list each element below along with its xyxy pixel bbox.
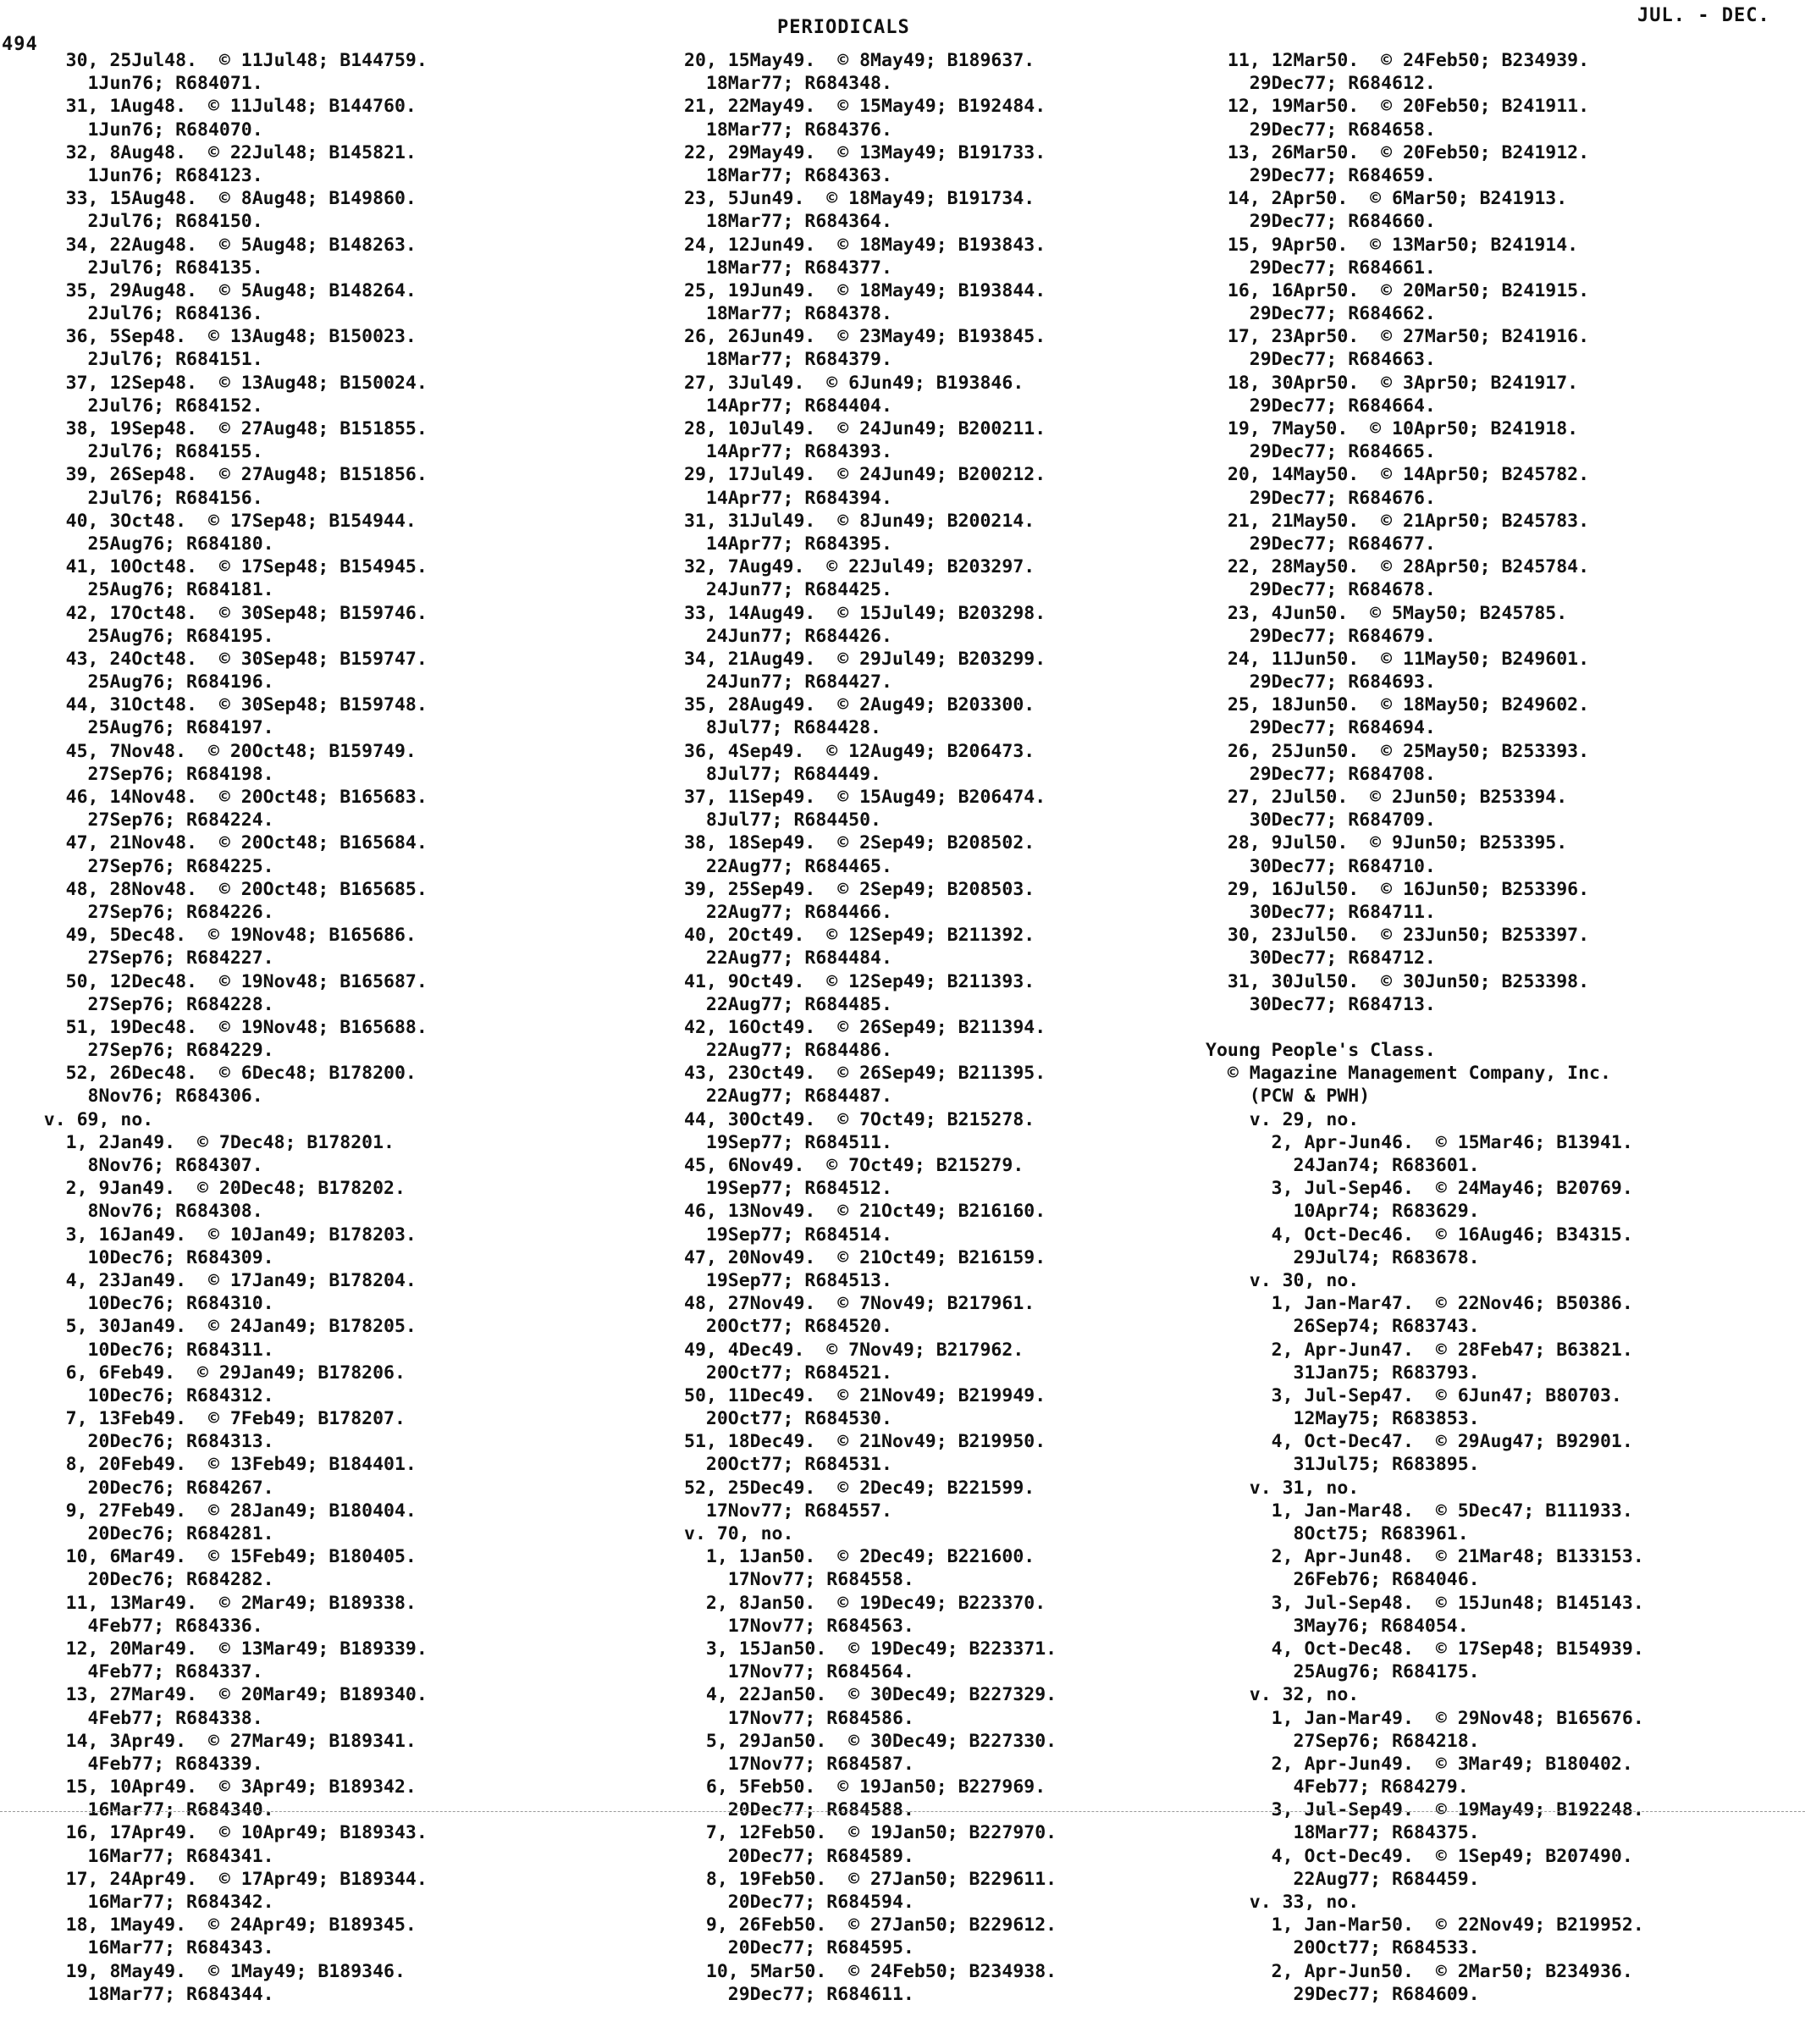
entry-line: 20, 15May49. © 8May49; B189637. [684,50,1035,71]
entry-line: 26Feb76; R684046. [1206,1569,1480,1591]
entry-line: 34, 22Aug48. © 5Aug48; B148263. [0,234,417,256]
entry-line: 27Sep76; R684198. [0,763,274,785]
entry-line: 25Aug76; R684197. [0,717,274,739]
entry-line: 2, 8Jan50. © 19Dec49; B223370. [684,1592,1046,1614]
entry-line: 16, 17Apr49. © 10Apr49; B189343. [0,1822,428,1844]
entry-line: 27Sep76; R684226. [0,901,274,923]
entry-line: 29Jul74; R683678. [1206,1246,1480,1268]
entry-line: 12May75; R683853. [1206,1408,1480,1430]
entry-line: 2Jul76; R684156. [0,487,263,509]
entry-line: 18Mar77; R684363. [684,164,892,186]
entry-line: 23, 4Jun50. © 5May50; B245785. [1206,602,1568,624]
entry-line: 4, Oct-Dec46. © 16Aug46; B34315. [1206,1224,1633,1246]
entry-line: 49, 4Dec49. © 7Nov49; B217962. [684,1339,1024,1361]
entry-line: 7, 13Feb49. © 7Feb49; B178207. [0,1408,406,1430]
entry-line: 3, Jul-Sep46. © 24May46; B20769. [1206,1178,1633,1200]
entry-line: 24, 11Jun50. © 11May50; B249601. [1206,648,1590,670]
entry-line: 1, 1Jan50. © 2Dec49; B221600. [684,1546,1035,1568]
entry-line: 17, 23Apr50. © 27Mar50; B241916. [1206,326,1590,348]
entry-line: 33, 14Aug49. © 15Jul49; B203298. [684,602,1046,624]
entry-line: 20Oct77; R684521. [684,1362,892,1384]
entry-line: 29Dec77; R684694. [1206,717,1436,739]
entry-line: 25Aug76; R684175. [1206,1661,1480,1683]
entry-line: 30, 25Jul48. © 11Jul48; B144759. [0,50,428,71]
entry-line: 29Dec77; R684663. [1206,349,1436,371]
entry-line: v. 69, no. [0,1108,154,1130]
entry-line: v. 29, no. [1206,1108,1360,1130]
entry-line: 29Dec77; R684679. [1206,625,1436,647]
entry-line: 18Mar77; R684377. [684,257,892,279]
entry-line: 13, 26Mar50. © 20Feb50; B241912. [1206,141,1590,163]
entry-line: 21, 22May49. © 15May49; B192484. [684,96,1046,118]
entry-line: 27Sep76; R684229. [0,1040,274,1062]
entry-line: 30Dec77; R684709. [1206,809,1436,831]
entry-line: 4, Oct-Dec48. © 17Sep48; B154939. [1206,1638,1644,1660]
entry-line: 30Dec77; R684712. [1206,947,1436,970]
entry-line: 29Dec77; R684612. [1206,73,1436,95]
entry-line: 18Mar77; R684379. [684,349,892,371]
entry-line: v. 70, no. [684,1523,794,1544]
entry-line: 17Nov77; R684587. [684,1753,914,1775]
entry-line: 3, Jul-Sep47. © 6Jun47; B80703. [1206,1384,1622,1406]
entry-line: 19Sep77; R684514. [684,1224,892,1246]
entry-line: 18Mar77; R684376. [684,119,892,141]
entry-line: 43, 24Oct48. © 30Sep48; B159747. [0,648,428,670]
entry-line: 14, 2Apr50. © 6Mar50; B241913. [1206,188,1568,210]
entry-line: 1, 2Jan49. © 7Dec48; B178201. [0,1131,395,1153]
entry-line: 29Dec77; R684661. [1206,257,1436,279]
entry-line: 27Sep76; R684228. [0,993,274,1015]
entry-line: 10Dec76; R684312. [0,1384,274,1406]
entry-line: 14Apr77; R684393. [684,441,892,463]
entry-line: 25Aug76; R684181. [0,579,274,601]
entry-line: 7, 12Feb50. © 19Jan50; B227970. [684,1822,1057,1844]
entry-line: 43, 23Oct49. © 26Sep49; B211395. [684,1063,1046,1085]
entry-line: 2Jul76; R684155. [0,441,263,463]
entry-line: 26, 25Jun50. © 25May50; B253393. [1206,740,1590,762]
entry-line: 38, 18Sep49. © 2Sep49; B208502. [684,832,1035,854]
entry-line: 14Apr77; R684404. [684,395,892,417]
entry-line: 39, 26Sep48. © 27Aug48; B151856. [0,464,428,486]
entry-line: 1, Jan-Mar49. © 29Nov48; B165676. [1206,1707,1644,1729]
entry-line: 17Nov77; R684557. [684,1500,892,1522]
entry-line: 20Dec76; R684267. [0,1477,274,1499]
entry-line: 22, 29May49. © 13May49; B191733. [684,141,1046,163]
entry-line: 3, Jul-Sep48. © 15Jun48; B145143. [1206,1592,1644,1614]
entry-line: 4, Oct-Dec47. © 29Aug47; B92901. [1206,1431,1633,1453]
entry-line: 50, 11Dec49. © 21Nov49; B219949. [684,1384,1046,1406]
entry-line: 2, 9Jan49. © 20Dec48; B178202. [0,1178,406,1200]
entry-line: 22Aug77; R684484. [684,947,892,970]
entry-line: 16Mar77; R684342. [0,1892,274,1913]
entry-line: 30Dec77; R684710. [1206,855,1436,877]
entry-line: 10Dec76; R684310. [0,1293,274,1315]
entry-line: 29, 17Jul49. © 24Jun49; B200212. [684,464,1046,486]
entry-line: v. 32, no. [1206,1684,1360,1706]
entry-line: 35, 29Aug48. © 5Aug48; B148264. [0,279,417,301]
page-number: 494 [2,34,38,55]
entry-line: 41, 10Oct48. © 17Sep48; B154945. [0,556,428,578]
entry-line: 47, 21Nov48. © 20Oct48; B165684. [0,832,428,854]
entry-line: 29Dec77; R684611. [684,1983,914,2005]
entry-line: 29Dec77; R684665. [1206,441,1436,463]
entry-line: v. 31, no. [1206,1477,1360,1499]
entry-line: 1Jun76; R684071. [0,73,263,95]
entry-line: 29Dec77; R684708. [1206,763,1436,785]
entry-line: 47, 20Nov49. © 21Oct49; B216159. [684,1246,1046,1268]
entry-line: 27Sep76; R684224. [0,809,274,831]
entry-line: 4, 22Jan50. © 30Dec49; B227329. [684,1684,1057,1706]
entry-line: v. 30, no. [1206,1269,1360,1291]
entry-line: 30Dec77; R684711. [1206,901,1436,923]
entries-column-middle [684,49,1057,2006]
entry-line: Young People's Class. [1206,1040,1436,1062]
entry-line: 20Dec77; R684595. [684,1937,914,1959]
entry-line: 3, 16Jan49. © 10Jan49; B178203. [0,1224,417,1246]
entry-line: 5, 29Jan50. © 30Dec49; B227330. [684,1730,1057,1752]
entry-line: 3, Jul-Sep49. © 19May49; B192248. [1206,1799,1644,1821]
entry-line: 19, 7May50. © 10Apr50; B241918. [1206,418,1579,439]
entry-line: 36, 5Sep48. © 13Aug48; B150023. [0,326,417,348]
entry-line: 10Dec76; R684309. [0,1246,274,1268]
entry-line: 19Sep77; R684512. [684,1178,892,1200]
entry-line: 31Jul75; R683895. [1206,1454,1480,1476]
entry-line: 18, 1May49. © 24Apr49; B189345. [0,1914,417,1936]
entry-line: 10Dec76; R684311. [0,1339,274,1361]
entry-line: 4Feb77; R684339. [0,1753,263,1775]
entry-line: 33, 15Aug48. © 8Aug48; B149860. [0,188,417,210]
entry-line: 19Sep77; R684513. [684,1269,892,1291]
entry-line: 4Feb77; R684337. [0,1661,263,1683]
entry-line [1206,1016,1644,1039]
entry-line: 46, 13Nov49. © 21Oct49; B216160. [684,1201,1046,1223]
entry-line: 29Dec77; R684678. [1206,579,1436,601]
entry-line: 2Jul76; R684136. [0,303,263,325]
entry-line: 8, 20Feb49. © 13Feb49; B184401. [0,1454,417,1476]
entry-line: 44, 30Oct49. © 7Oct49; B215278. [684,1108,1035,1130]
entry-line: © Magazine Management Company, Inc. [1206,1063,1611,1085]
entry-line: 22Aug77; R684465. [684,855,892,877]
entry-line: 20Oct77; R684531. [684,1454,892,1476]
entry-line: 2, Apr-Jun46. © 15Mar46; B13941. [1206,1131,1633,1153]
entry-line: 16, 16Apr50. © 20Mar50; B241915. [1206,279,1590,301]
entry-line: 6, 5Feb50. © 19Jan50; B227969. [684,1776,1046,1798]
entry-line: 18Mar77; R684344. [0,1983,274,2005]
entry-line: 2, Apr-Jun47. © 28Feb47; B63821. [1206,1339,1633,1361]
entry-line: 12, 19Mar50. © 20Feb50; B241911. [1206,96,1590,118]
entry-line: 4Feb77; R684279. [1206,1776,1469,1798]
entry-line: 12, 20Mar49. © 13Mar49; B189339. [0,1638,428,1660]
entry-line: 32, 7Aug49. © 22Jul49; B203297. [684,556,1035,578]
entry-line: (PCW & PWH) [1206,1086,1371,1108]
entries-column-left [0,49,428,2006]
entry-line: 1Jun76; R684070. [0,119,263,141]
entry-line: 45, 7Nov48. © 20Oct48; B159749. [0,740,417,762]
entry-line: 9, 27Feb49. © 28Jan49; B180404. [0,1500,417,1522]
entry-line: 2Jul76; R684152. [0,395,263,417]
entry-line: 19Sep77; R684511. [684,1131,892,1153]
entry-line: 16Mar77; R684343. [0,1937,274,1959]
entry-line: 2, Apr-Jun49. © 3Mar49; B180402. [1206,1753,1633,1775]
entry-line: 4, 23Jan49. © 17Jan49; B178204. [0,1269,417,1291]
entry-line: 22Aug77; R684466. [684,901,892,923]
entry-line: 24Jan74; R683601. [1206,1155,1480,1176]
entry-line: 37, 11Sep49. © 15Aug49; B206474. [684,787,1046,808]
entry-line: 3, 15Jan50. © 19Dec49; B223371. [684,1638,1057,1660]
entry-line: 29Dec77; R684662. [1206,303,1436,325]
entry-line: 2Jul76; R684151. [0,349,263,371]
entry-line: 41, 9Oct49. © 12Sep49; B211393. [684,970,1035,992]
entry-line: 31, 30Jul50. © 30Jun50; B253398. [1206,970,1590,992]
entry-line: 14Apr77; R684395. [684,533,892,555]
entry-line: 8, 19Feb50. © 27Jan50; B229611. [684,1868,1057,1890]
entry-line: 20Dec77; R684588. [684,1799,914,1821]
entry-line: 22Aug77; R684486. [684,1040,892,1062]
entry-line: 48, 28Nov48. © 20Oct48; B165685. [0,878,428,900]
entry-line: 40, 3Oct48. © 17Sep48; B154944. [0,510,417,532]
entry-line: 2, Apr-Jun48. © 21Mar48; B133153. [1206,1546,1644,1568]
entry-line: 42, 16Oct49. © 26Sep49; B211394. [684,1016,1046,1038]
entry-line: 15, 10Apr49. © 3Apr49; B189342. [0,1776,417,1798]
entry-line: 52, 25Dec49. © 2Dec49; B221599. [684,1477,1035,1499]
entry-line: 19, 8May49. © 1May49; B189346. [0,1960,406,1982]
entry-line: 29Dec77; R684664. [1206,395,1436,417]
entry-line: 20Dec76; R684282. [0,1569,274,1591]
entry-line: 8Jul77; R684428. [684,717,881,739]
entry-line: 26, 26Jun49. © 23May49; B193845. [684,326,1046,348]
entry-line: 32, 8Aug48. © 22Jul48; B145821. [0,141,417,163]
entry-line: 48, 27Nov49. © 7Nov49; B217961. [684,1293,1035,1315]
entry-line: 31Jan75; R683793. [1206,1362,1480,1384]
entry-line: 42, 17Oct48. © 30Sep48; B159746. [0,602,428,624]
entry-line: 1, Jan-Mar47. © 22Nov46; B50386. [1206,1293,1633,1315]
entry-line: 21, 21May50. © 21Apr50; B245783. [1206,510,1590,532]
entry-line: 8Jul77; R684449. [684,763,881,785]
entries-column-right [1206,49,1644,2006]
entry-line: 10Apr74; R683629. [1206,1201,1480,1223]
entry-line: 24Jun77; R684425. [684,579,892,601]
entry-line: 49, 5Dec48. © 19Nov48; B165686. [0,925,417,947]
entry-line: 2Jul76; R684135. [0,257,263,279]
entry-line: 37, 12Sep48. © 13Aug48; B150024. [0,372,428,394]
entry-line: 24Jun77; R684426. [684,625,892,647]
entry-line: 20Oct77; R684530. [684,1408,892,1430]
entry-line: 45, 6Nov49. © 7Oct49; B215279. [684,1155,1024,1176]
entry-line: 29Dec77; R684677. [1206,533,1436,555]
entry-line: 46, 14Nov48. © 20Oct48; B165683. [0,787,428,808]
entry-line: 22Aug77; R684459. [1206,1868,1480,1890]
entry-line: 39, 25Sep49. © 2Sep49; B208503. [684,878,1035,900]
entry-line: 16Mar77; R684340. [0,1799,274,1821]
entry-line: 20Oct77; R684533. [1206,1937,1480,1959]
entry-line: 4Feb77; R684336. [0,1615,263,1637]
entry-line: 34, 21Aug49. © 29Jul49; B203299. [684,648,1046,670]
entry-line: 10, 5Mar50. © 24Feb50; B234938. [684,1960,1057,1982]
entry-line: 50, 12Dec48. © 19Nov48; B165687. [0,970,428,992]
entry-line: 8Nov76; R684307. [0,1155,263,1176]
entry-line: 24Jun77; R684427. [684,671,892,693]
entry-line: 11, 13Mar49. © 2Mar49; B189338. [0,1592,417,1614]
entry-line: 6, 6Feb49. © 29Jan49; B178206. [0,1362,406,1384]
page-fold-line [0,1811,1805,1812]
entry-line: 1Jun76; R684123. [0,164,263,186]
entry-line: 17, 24Apr49. © 17Apr49; B189344. [0,1868,428,1890]
entry-line: 16Mar77; R684341. [0,1845,274,1867]
entry-line: 5, 30Jan49. © 24Jan49; B178205. [0,1316,417,1338]
entry-line: 29Dec77; R684693. [1206,671,1436,693]
entry-line: 8Nov76; R684308. [0,1201,263,1223]
entry-line: 13, 27Mar49. © 20Mar49; B189340. [0,1684,428,1706]
entry-line: 22Aug77; R684487. [684,1086,892,1108]
entry-line: 31, 31Jul49. © 8Jun49; B200214. [684,510,1035,532]
entry-line: 26Sep74; R683743. [1206,1316,1480,1338]
entry-line: 27, 3Jul49. © 6Jun49; B193846. [684,372,1024,394]
entry-line: 17Nov77; R684563. [684,1615,914,1637]
entry-line: 15, 9Apr50. © 13Mar50; B241914. [1206,234,1579,256]
entry-line: 29, 16Jul50. © 16Jun50; B253396. [1206,878,1590,900]
entry-line: 2, Apr-Jun50. © 2Mar50; B234936. [1206,1960,1633,1982]
entry-line: 44, 31Oct48. © 30Sep48; B159748. [0,694,428,716]
entry-line: 25Aug76; R684195. [0,625,274,647]
entry-line: v. 33, no. [1206,1892,1360,1913]
entry-line: 20Dec76; R684281. [0,1523,274,1544]
entry-line: 8Nov76; R684306. [0,1086,263,1108]
entry-line: 27Sep76; R684218. [1206,1730,1480,1752]
entry-line: 29Dec77; R684676. [1206,487,1436,509]
entry-line: 52, 26Dec48. © 6Dec48; B178200. [0,1063,417,1085]
entry-line: 29Dec77; R684659. [1206,164,1436,186]
entry-line: 17Nov77; R684564. [684,1661,914,1683]
entry-line: 30Dec77; R684713. [1206,993,1436,1015]
entry-line: 17Nov77; R684586. [684,1707,914,1729]
entry-line: 51, 19Dec48. © 19Nov48; B165688. [0,1016,428,1038]
entry-line: 9, 26Feb50. © 27Jan50; B229612. [684,1914,1057,1936]
entry-line: 20, 14May50. © 14Apr50; B245782. [1206,464,1590,486]
entry-line: 14, 3Apr49. © 27Mar49; B189341. [0,1730,417,1752]
entry-line: 20Dec76; R684313. [0,1431,274,1453]
entry-line: 20Dec77; R684594. [684,1892,914,1913]
entry-line: 3May76; R684054. [1206,1615,1469,1637]
entry-line: 51, 18Dec49. © 21Nov49; B219950. [684,1431,1046,1453]
page-title: PERIODICALS [777,17,910,38]
entry-line: 31, 1Aug48. © 11Jul48; B144760. [0,96,417,118]
entry-line: 40, 2Oct49. © 12Sep49; B211392. [684,925,1035,947]
entry-line: 27, 2Jul50. © 2Jun50; B253394. [1206,787,1568,808]
entry-line: 1, Jan-Mar48. © 5Dec47; B111933. [1206,1500,1633,1522]
entry-line: 18Mar77; R684378. [684,303,892,325]
entry-line: 27Sep76; R684227. [0,947,274,970]
entry-line: 24, 12Jun49. © 18May49; B193843. [684,234,1046,256]
entry-line: 30, 23Jul50. © 23Jun50; B253397. [1206,925,1590,947]
entry-line: 36, 4Sep49. © 12Aug49; B206473. [684,740,1035,762]
entry-line: 14Apr77; R684394. [684,487,892,509]
entry-line: 8Jul77; R684450. [684,809,881,831]
entry-line: 29Dec77; R684660. [1206,211,1436,233]
entry-line: 22, 28May50. © 28Apr50; B245784. [1206,556,1590,578]
entry-line: 38, 19Sep48. © 27Aug48; B151855. [0,418,428,439]
entry-line: 28, 9Jul50. © 9Jun50; B253395. [1206,832,1568,854]
entry-line: 8Oct75; R683961. [1206,1523,1469,1544]
entry-line: 25, 19Jun49. © 18May49; B193844. [684,279,1046,301]
date-range: JUL. - DEC. [1637,5,1770,26]
entry-line: 25, 18Jun50. © 18May50; B249602. [1206,694,1590,716]
entry-line: 29Dec77; R684658. [1206,119,1436,141]
entry-line: 28, 10Jul49. © 24Jun49; B200211. [684,418,1046,439]
entry-line: 18Mar77; R684348. [684,73,892,95]
entry-line: 27Sep76; R684225. [0,855,274,877]
entry-line: 11, 12Mar50. © 24Feb50; B234939. [1206,50,1590,71]
entry-line: 18Mar77; R684375. [1206,1822,1480,1844]
entry-line: 1, Jan-Mar50. © 22Nov49; B219952. [1206,1914,1644,1936]
entry-line: 2Jul76; R684150. [0,211,263,233]
entry-line: 22Aug77; R684485. [684,993,892,1015]
entry-line: 23, 5Jun49. © 18May49; B191734. [684,188,1035,210]
entry-line: 25Aug76; R684180. [0,533,274,555]
entry-line: 18, 30Apr50. © 3Apr50; B241917. [1206,372,1579,394]
entry-line: 35, 28Aug49. © 2Aug49; B203300. [684,694,1035,716]
entry-line: 25Aug76; R684196. [0,671,274,693]
entry-line: 20Dec77; R684589. [684,1845,914,1867]
entry-line: 10, 6Mar49. © 15Feb49; B180405. [0,1546,417,1568]
entry-line: 4, Oct-Dec49. © 1Sep49; B207490. [1206,1845,1633,1867]
entry-line: 17Nov77; R684558. [684,1569,914,1591]
entry-line: 29Dec77; R684609. [1206,1983,1480,2005]
entry-line: 18Mar77; R684364. [684,211,892,233]
entry-line: 4Feb77; R684338. [0,1707,263,1729]
entry-line: 20Oct77; R684520. [684,1316,892,1338]
